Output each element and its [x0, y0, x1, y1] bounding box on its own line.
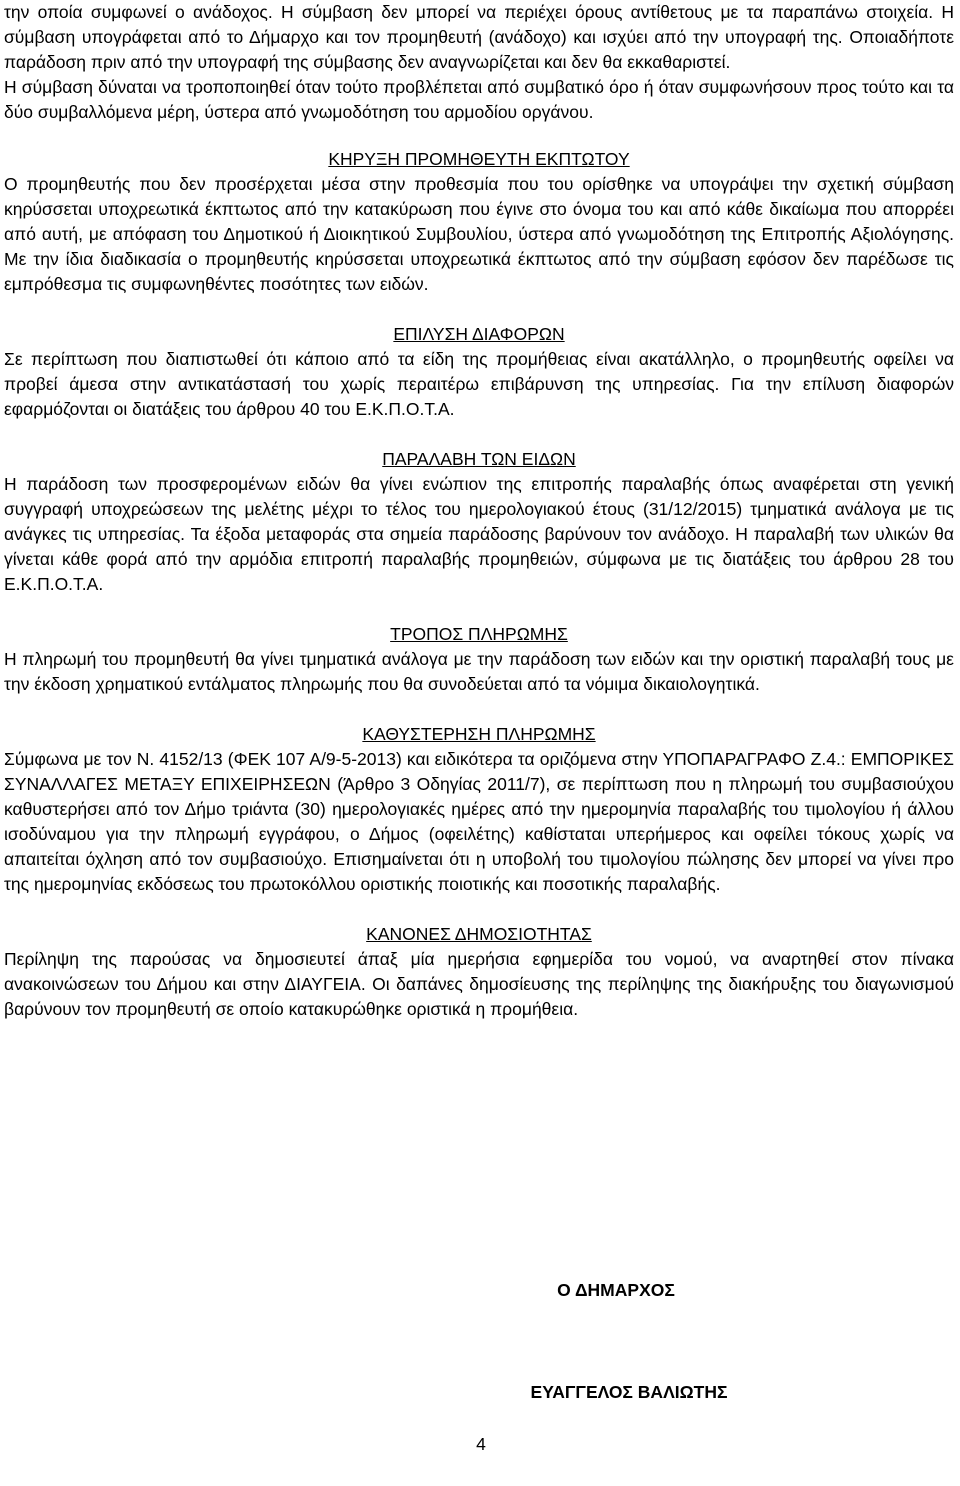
section-payment-method	[4, 622, 954, 697]
section-body: Η πληρωμή του προμηθευτή θα γίνει τμηματικά ανάλογα με την παράδοση των ειδών και την οριστική παραλαβή τους με την έκδοση χρηματικού εντάλματος πληρωμής που θα συνοδεύεται από τα νόμιμα δικαιολογητικά.	[4, 649, 954, 694]
section-body: Ο προμηθευτής που δεν προσέρχεται μέσα στην προθεσμία που του ορίσθηκε να υπογράψει την σχετική σύμβαση κηρύσσεται υποχρεωτικά έκπτωτος από την κατακύρωση που έγινε στο όνομα του και από κάθε δικαίωμα που απορρέει από αυτή, με απόφαση του Δημοτικού ή Διοικητικού Συμβουλίου, ύστερα από γνωμοδότηση της Επιτροπής Αξιολόγησης. Με την ίδια διαδικασία ο προμηθευτής κηρύσσεται υποχρεωτικά έκπτωτος από την σύμβαση εφόσον δεν παρέδωσε τις εμπρόθεσμα τις συμφωνηθέντες ποσότητες των ειδών.	[4, 174, 954, 294]
section-goods-receipt	[4, 447, 954, 597]
section-dispute-resolution	[4, 322, 954, 422]
section-body: Σε περίπτωση που διαπιστωθεί ότι κάποιο από τα είδη της προμήθειας είναι ακατάλληλο, ο προμηθευτής οφείλει να προβεί άμεσα στην αντικατάστασή του χωρίς περαιτέρω επιβάρυνση της υπηρεσίας. Για την επίλυση διαφορών εφαρμόζονται οι διατάξεις του άρθρου 40 του Ε.Κ.Π.Ο.Τ.Α.	[4, 349, 954, 419]
signature-title: Ο ΔΗΜΑΡΧΟΣ	[557, 1280, 675, 1300]
intro-paragraph-contract-amendment: Η σύμβαση δύναται να τροποποιηθεί όταν τούτο προβλέπεται από συμβατικό όρο ή όταν συμφωνήσουν προς τούτο και τα δύο συμβαλλόμενα μέρη, ύστερα από γνωμοδότηση του αρμοδίου οργάνου.	[4, 77, 954, 122]
section-heading: ΕΠΙΛΥΣΗ ΔΙΑΦΟΡΩΝ	[393, 324, 565, 344]
signature-name: ΕΥΑΓΓΕΛΟΣ ΒΑΛΙΩΤΗΣ	[530, 1382, 728, 1402]
spacer	[4, 422, 954, 447]
section-heading: ΚΗΡΥΞΗ ΠΡΟΜΗΘΕΥΤΗ ΕΚΠΤΩΤΟΥ	[328, 149, 630, 169]
section-heading: ΠΑΡΑΛΑΒΗ ΤΩΝ ΕΙΔΩΝ	[382, 449, 576, 469]
intro-paragraph-contract-signing: την οποία συμφωνεί ο ανάδοχος. Η σύμβαση δεν μπορεί να περιέχει όρους αντίθετους με τα παραπάνω στοιχεία. Η σύμβαση υπογράφεται από το Δήμαρχο και τον προμηθευτή (ανάδοχο) και ισχύει από την υπογραφή της. Οποιαδήποτε παράδοση πριν από την υπογραφή της σύμβασης δεν αναγνωρίζεται και δεν θα εκκαθαριστεί.	[4, 2, 954, 72]
spacer	[4, 297, 954, 322]
section-body: Περίληψη της παρούσας να δημοσιευτεί άπαξ μία ημερήσια εφημερίδα του νομού, να αναρτηθεί στον πίνακα ανακοινώσεων του Δήμου και στην ΔΙΑΥΓΕΙΑ. Οι δαπάνες δημοσίευσης της περίληψης της διακήρυξης του διαγωνισμού βαρύνουν τον προμηθευτή σε οποίο κατακυρώθηκε οριστικά η προμήθεια.	[4, 949, 954, 1019]
section-body: Σύμφωνα με τον Ν. 4152/13 (ΦΕΚ 107 Α/9-5-2013) και ειδικότερα τα οριζόμενα στην ΥΠΟΠΑΡΑΓΡΑΦΟ Ζ.4.: ΕΜΠΟΡΙΚΕΣ ΣΥΝΑΛΛΑΓΕΣ ΜΕΤΑΞΥ ΕΠΙΧΕΙΡΗΣΕΩΝ (Άρθρο 3 Οδηγίας 2011/7), σε περίπτωση που η πληρωμή του συμβασιούχου καθυστερήσει από τον Δήμο τριάντα (30) ημερολογιακές ημέρες από την ημερομηνία παραλαβής του τιμολογίου ή άλλου ισοδύναμου για την πληρωμή εγγράφου, ο Δήμος (οφειλέτης) καθίσταται υπερήμερος και οφείλει τόκους χωρίς να απαιτείται όχληση από τον συμβασιούχο. Επισημαίνεται ότι η υποβολή του τιμολογίου πώλησης δεν μπορεί να γίνει προ της ημερομηνίας εκδόσεως του πρωτοκόλλου οριστικής ποιοτικής και ποσοτικής παραλαβής.	[4, 749, 954, 894]
page-number: 4	[476, 1434, 486, 1454]
section-heading: ΚΑΘΥΣΤΕΡΗΣΗ ΠΛΗΡΩΜΗΣ	[362, 724, 596, 744]
section-heading: ΤΡΟΠΟΣ ΠΛΗΡΩΜΗΣ	[390, 624, 568, 644]
spacer	[4, 597, 954, 622]
spacer	[4, 697, 954, 722]
spacer	[4, 897, 954, 922]
spacer	[4, 125, 954, 147]
section-heading: ΚΑΝΟΝΕΣ ΔΗΜΟΣΙΟΤΗΤΑΣ	[366, 924, 592, 944]
section-body: Η παράδοση των προσφερομένων ειδών θα γίνει ενώπιον της επιτροπής παραλαβής όπως αναφέρεται στη γενική συγγραφή υποχρεώσεων της μελέτης μέχρι το τέλος του ημερολογιακού έτους (31/12/2015) τμηματικά ανάλογα με τις ανάγκες τις υπηρεσίας. Τα έξοδα μεταφοράς στα σημεία παράδοσης βαρύνουν τον ανάδοχο. Η παραλαβή των υλικών θα γίνεται κάθε φορά από την αρμόδια επιτροπή παραλαβής προμηθειών, σύμφωνα με τις διατάξεις του άρθρου 28 του Ε.Κ.Π.Ο.Τ.Α.	[4, 474, 954, 594]
section-publicity-rules	[4, 922, 954, 1022]
section-payment-delay	[4, 722, 954, 897]
section-supplier-forfeiture	[4, 147, 954, 297]
